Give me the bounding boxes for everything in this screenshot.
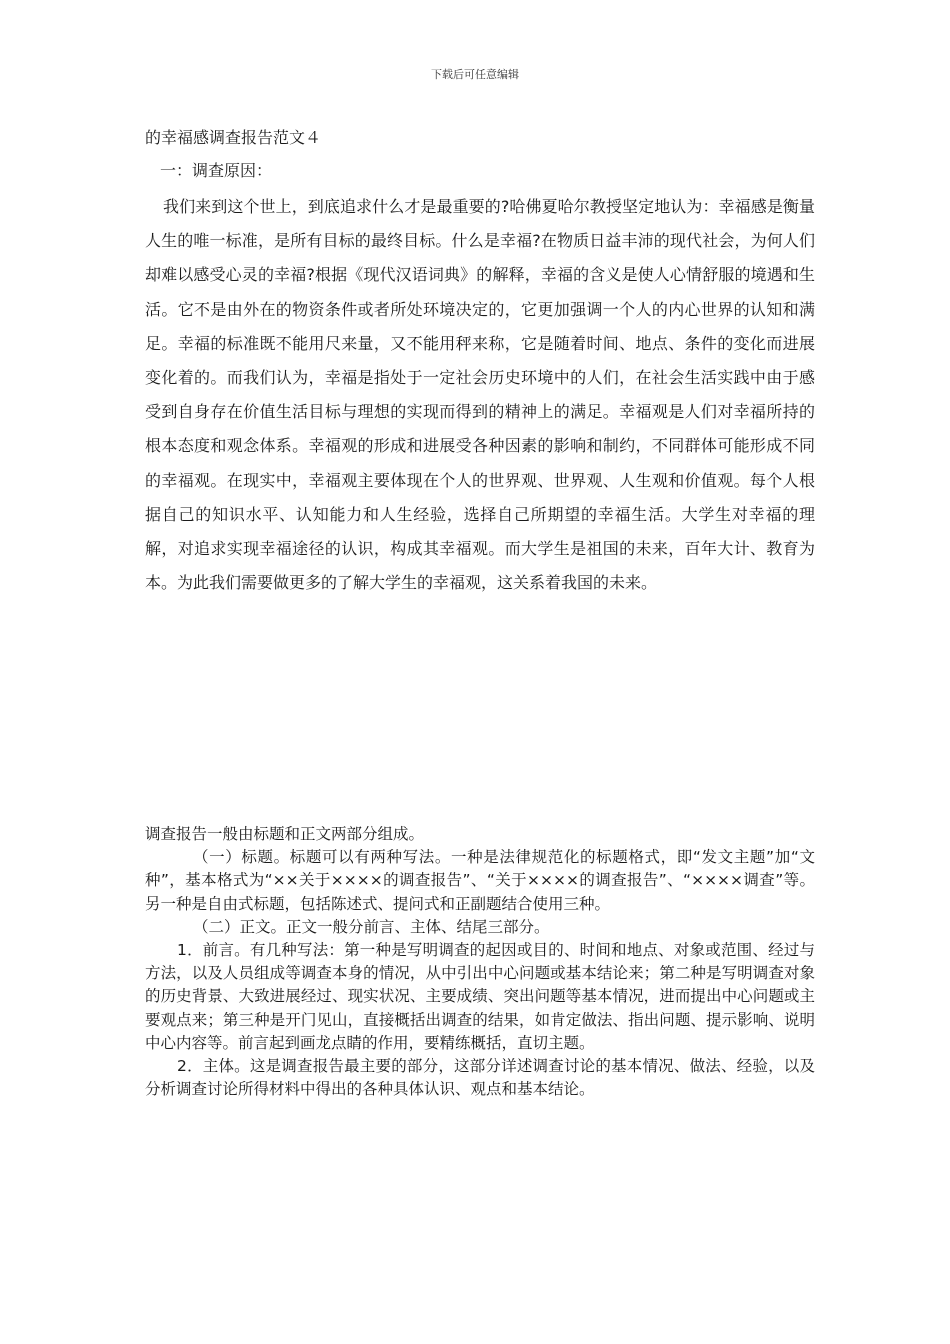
report-guide (145, 823, 815, 1101)
guide-body-section: （二）正文。正文一般分前言、主体、结尾三部分。 (193, 917, 550, 936)
guide-title-section: （一）标题。标题可以有两种写法。一种是法律规范化的标题格式，即“发文主题”加“文种”，基本格式为“××关于××××的调查报告”、“关于××××的调查报告”、“××××调查”等。另一种是自由式标题，包括陈述式、提问式和正副题结合使用三种。 (145, 848, 815, 913)
section-heading: 一：调查原因： (160, 161, 273, 180)
document-title: 的幸福感调查报告范文４ (145, 128, 322, 147)
guide-main-body-item: 2．主体。这是调查报告最主要的部分，这部分详述调查讨论的基本情况、做法、经验，以及分析调查讨论所得材料中得出的各种具体认识、观点和基本结论。 (145, 1057, 815, 1099)
body-paragraph: 我们来到这个世上，到底追求什么才是最重要的?哈佛夏哈尔教授坚定地认为：幸福感是衡量人生的唯一标准，是所有目标的最终目标。什么是幸福?在物质日益丰沛的现代社会，为何人们却难以感受心灵的幸福?根据《现代汉语词典》的解释，幸福的含义是使人心情舒服的境遇和生活。它不是由外在的物资条件或者所处环境决定的，它更加强调一个人的内心世界的认知和满足。幸福的标准既不能用尺来量，又不能用秤来称，它是随着时间、地点、条件的变化而进展变化着的。而我们认为，幸福是指处于一定社会历史环境中的人们，在社会生活实践中由于感受到自身存在价值生活目标与理想的实现而得到的精神上的满足。幸福观是人们对幸福所持的根本态度和观念体系。幸福观的形成和进展受各种因素的影响和制约，不同群体可能形成不同的幸福观。在现实中，幸福观主要体现在个人的世界观、世界观、人生观和价值观。每个人根据自己的知识水平、认知能力和人生经验，选择自己所期望的幸福生活。大学生对幸福的理解，对追求实现幸福途径的认识，构成其幸福观。而大学生是祖国的未来，百年大计、教育为本。为此我们需要做更多的了解大学生的幸福观，这关系着我国的未来。 (145, 197, 815, 593)
guide-intro: 调查报告一般由标题和正文两部分组成。 (145, 825, 425, 843)
guide-preface-item: 1．前言。有几种写法：第一种是写明调查的起因或目的、时间和地点、对象或范围、经过与方法，以及人员组成等调查本身的情况，从中引出中心问题或基本结论来；第二种是写明调查对象的历史背景、大致进展经过、现实状况、主要成绩、突出问题等基本情况，进而提出中心问题或主要观点来；第三种是开门见山，直接概括出调查的结果，如肯定做法、指出问题、提示影响、说明中心内容等。前言起到画龙点睛的作用，要精练概括，直切主题。 (145, 941, 815, 1052)
page-header: 下载后可任意编辑 (431, 68, 519, 81)
